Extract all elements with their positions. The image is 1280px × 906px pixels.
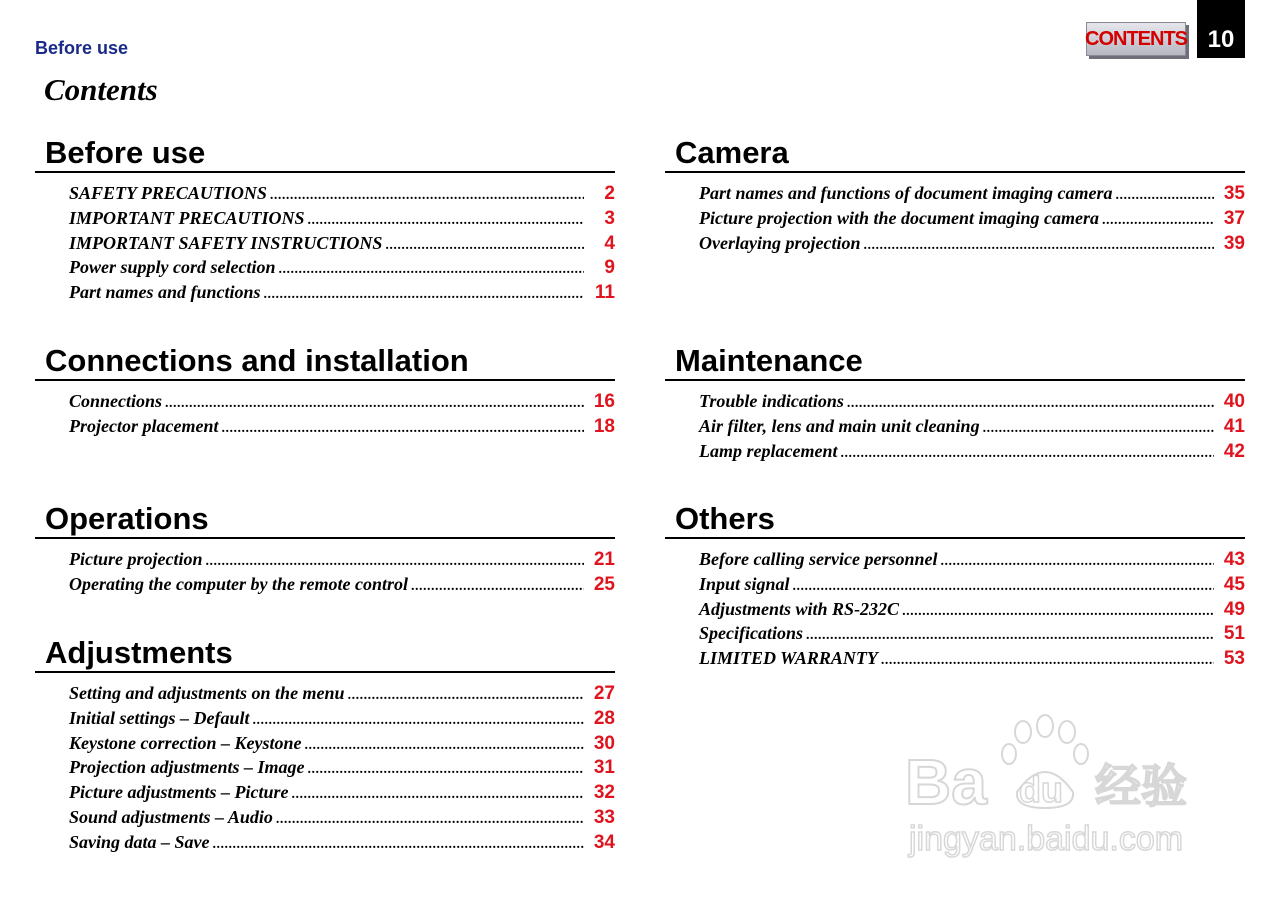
toc-entry[interactable] [69, 681, 615, 706]
entry-page: 31 [593, 757, 615, 779]
toc-entry[interactable] [69, 731, 615, 756]
toc-entry[interactable] [699, 597, 1245, 622]
toc-entry[interactable] [69, 830, 615, 855]
entry-page: 41 [1223, 415, 1245, 437]
entry-title: Picture projection with the document imaging camera [699, 207, 1100, 228]
entry-title: Trouble indications [699, 391, 844, 411]
entry-page: 43 [1223, 549, 1245, 570]
toc-entry[interactable] [699, 206, 1245, 231]
dot-leader [276, 808, 584, 833]
breadcrumb: Before use [35, 38, 129, 58]
entry-title: Operating the computer by the remote control [69, 573, 408, 594]
section-before-use [35, 134, 615, 305]
toc-entry[interactable] [699, 181, 1245, 206]
dot-leader [304, 734, 584, 759]
entry-list [665, 539, 1245, 671]
dot-leader [411, 575, 584, 600]
entry-list [665, 381, 1245, 463]
section-others [665, 500, 1245, 671]
entry-title: Keystone correction – Keystone [69, 732, 302, 753]
dot-leader [264, 283, 584, 308]
entry-page: 21 [593, 549, 615, 570]
entry-list [35, 173, 615, 305]
entry-page: 30 [593, 732, 615, 754]
toc-entry[interactable] [69, 231, 615, 256]
svg-text:经验: 经验 [1095, 759, 1187, 813]
toc-entry[interactable] [699, 439, 1245, 464]
toc-entry[interactable] [69, 572, 615, 597]
entry-page: 27 [593, 683, 615, 704]
entry-page: 2 [604, 183, 615, 204]
dot-leader [983, 417, 1214, 442]
entry-title: Saving data – Save [69, 831, 210, 852]
entry-title: Picture adjustments – Picture [69, 782, 289, 803]
entry-page: 42 [1223, 440, 1245, 462]
toc-entry[interactable] [69, 547, 615, 572]
entry-title: Specifications [699, 623, 803, 644]
entry-page: 49 [1223, 598, 1245, 620]
entry-page: 37 [1223, 207, 1245, 229]
dot-leader [385, 234, 584, 259]
toc-entry[interactable] [69, 181, 615, 206]
baidu-watermark-logo [905, 712, 1205, 862]
section-heading: Adjustments [35, 634, 615, 673]
entry-title: IMPORTANT PRECAUTIONS [69, 207, 305, 228]
entry-title: Sound adjustments – Audio [69, 806, 273, 827]
section-operations [35, 500, 615, 597]
toc-entry[interactable] [699, 231, 1245, 256]
entry-title: Part names and functions [69, 282, 261, 303]
toc-entry[interactable] [69, 755, 615, 780]
entry-page: 34 [593, 831, 615, 853]
entry-page: 39 [1223, 232, 1245, 254]
entry-page: 33 [593, 806, 615, 828]
entry-page: 28 [593, 707, 615, 729]
entry-page: 25 [593, 573, 615, 595]
entry-page: 18 [593, 415, 615, 437]
page-title: Contents [44, 72, 158, 107]
entry-list [35, 539, 615, 597]
entry-title: LIMITED WARRANTY [699, 648, 878, 669]
entry-page: 32 [593, 782, 615, 804]
svg-text:du: du [1019, 769, 1063, 810]
entry-title: Overlaying projection [699, 232, 861, 253]
entry-page: 9 [604, 257, 615, 279]
dot-leader [881, 649, 1214, 674]
section-heading: Others [665, 500, 1245, 539]
entry-page: 35 [1223, 183, 1245, 204]
entry-title: Lamp replacement [699, 440, 838, 461]
toc-entry[interactable] [699, 414, 1245, 439]
dot-leader [840, 442, 1214, 467]
entry-page: 51 [1223, 623, 1245, 645]
toc-entry[interactable] [69, 389, 615, 414]
toc-entry[interactable] [69, 414, 615, 439]
toc-entry[interactable] [69, 805, 615, 830]
dot-leader [308, 758, 584, 783]
entry-title: Adjustments with RS-232C [699, 598, 900, 619]
dot-leader [270, 184, 584, 209]
toc-entry[interactable] [699, 572, 1245, 597]
dot-leader [278, 258, 584, 283]
dot-leader [253, 709, 584, 734]
section-connections [35, 342, 615, 439]
dot-leader [348, 684, 584, 709]
section-heading: Before use [35, 134, 615, 173]
entry-title: IMPORTANT SAFETY INSTRUCTIONS [69, 232, 383, 253]
dot-leader [1102, 209, 1214, 234]
entry-list [665, 173, 1245, 255]
section-adjustments [35, 634, 615, 855]
entry-title: Part names and functions of document imaging camera [699, 183, 1113, 203]
toc-entry[interactable] [699, 621, 1245, 646]
entry-list [35, 381, 615, 439]
entry-title: Projection adjustments – Image [69, 757, 305, 778]
toc-entry[interactable] [699, 646, 1245, 671]
toc-entry[interactable] [699, 547, 1245, 572]
dot-leader [213, 833, 584, 858]
toc-entry[interactable] [69, 255, 615, 280]
dot-leader [902, 600, 1214, 625]
entry-page: 16 [593, 391, 615, 412]
entry-page: 3 [604, 207, 615, 229]
section-heading: Camera [665, 134, 1245, 173]
entry-title: Initial settings – Default [69, 707, 250, 728]
entry-title: Input signal [699, 573, 790, 594]
contents-button[interactable]: CONTENTS [1086, 22, 1186, 56]
dot-leader [221, 417, 584, 442]
toc-entry[interactable] [69, 780, 615, 805]
entry-title: Air filter, lens and main unit cleaning [699, 415, 980, 436]
entry-page: 11 [594, 282, 615, 304]
entry-title: Connections [69, 391, 163, 411]
dot-leader [1116, 184, 1214, 209]
page-number: 10 [1197, 0, 1245, 58]
dot-leader [165, 392, 584, 417]
entry-title: Before calling service personnel [699, 549, 938, 569]
entry-page: 40 [1223, 391, 1245, 412]
entry-title: Setting and adjustments on the menu [69, 683, 345, 703]
section-maintenance [665, 342, 1245, 463]
section-camera [665, 134, 1245, 255]
entry-title: Picture projection [69, 549, 203, 569]
section-heading: Connections and installation [35, 342, 615, 381]
dot-leader [292, 783, 584, 808]
entry-page: 53 [1223, 648, 1245, 670]
entry-title: Projector placement [69, 415, 219, 436]
section-heading: Maintenance [665, 342, 1245, 381]
toc-entry[interactable] [69, 280, 615, 305]
section-heading: Operations [35, 500, 615, 539]
svg-text:jingyan.baidu.com: jingyan.baidu.com [909, 820, 1184, 858]
entry-title: Power supply cord selection [69, 257, 276, 278]
dot-leader [863, 234, 1214, 259]
entry-list [35, 673, 615, 855]
entry-page: 4 [604, 232, 615, 254]
toc-entry[interactable] [69, 206, 615, 231]
toc-entry[interactable] [69, 706, 615, 731]
toc-entry[interactable] [699, 389, 1245, 414]
dot-leader [940, 550, 1214, 575]
svg-text:Ba: Ba [905, 746, 987, 818]
entry-page: 45 [1223, 573, 1245, 595]
entry-title: SAFETY PRECAUTIONS [69, 183, 267, 203]
